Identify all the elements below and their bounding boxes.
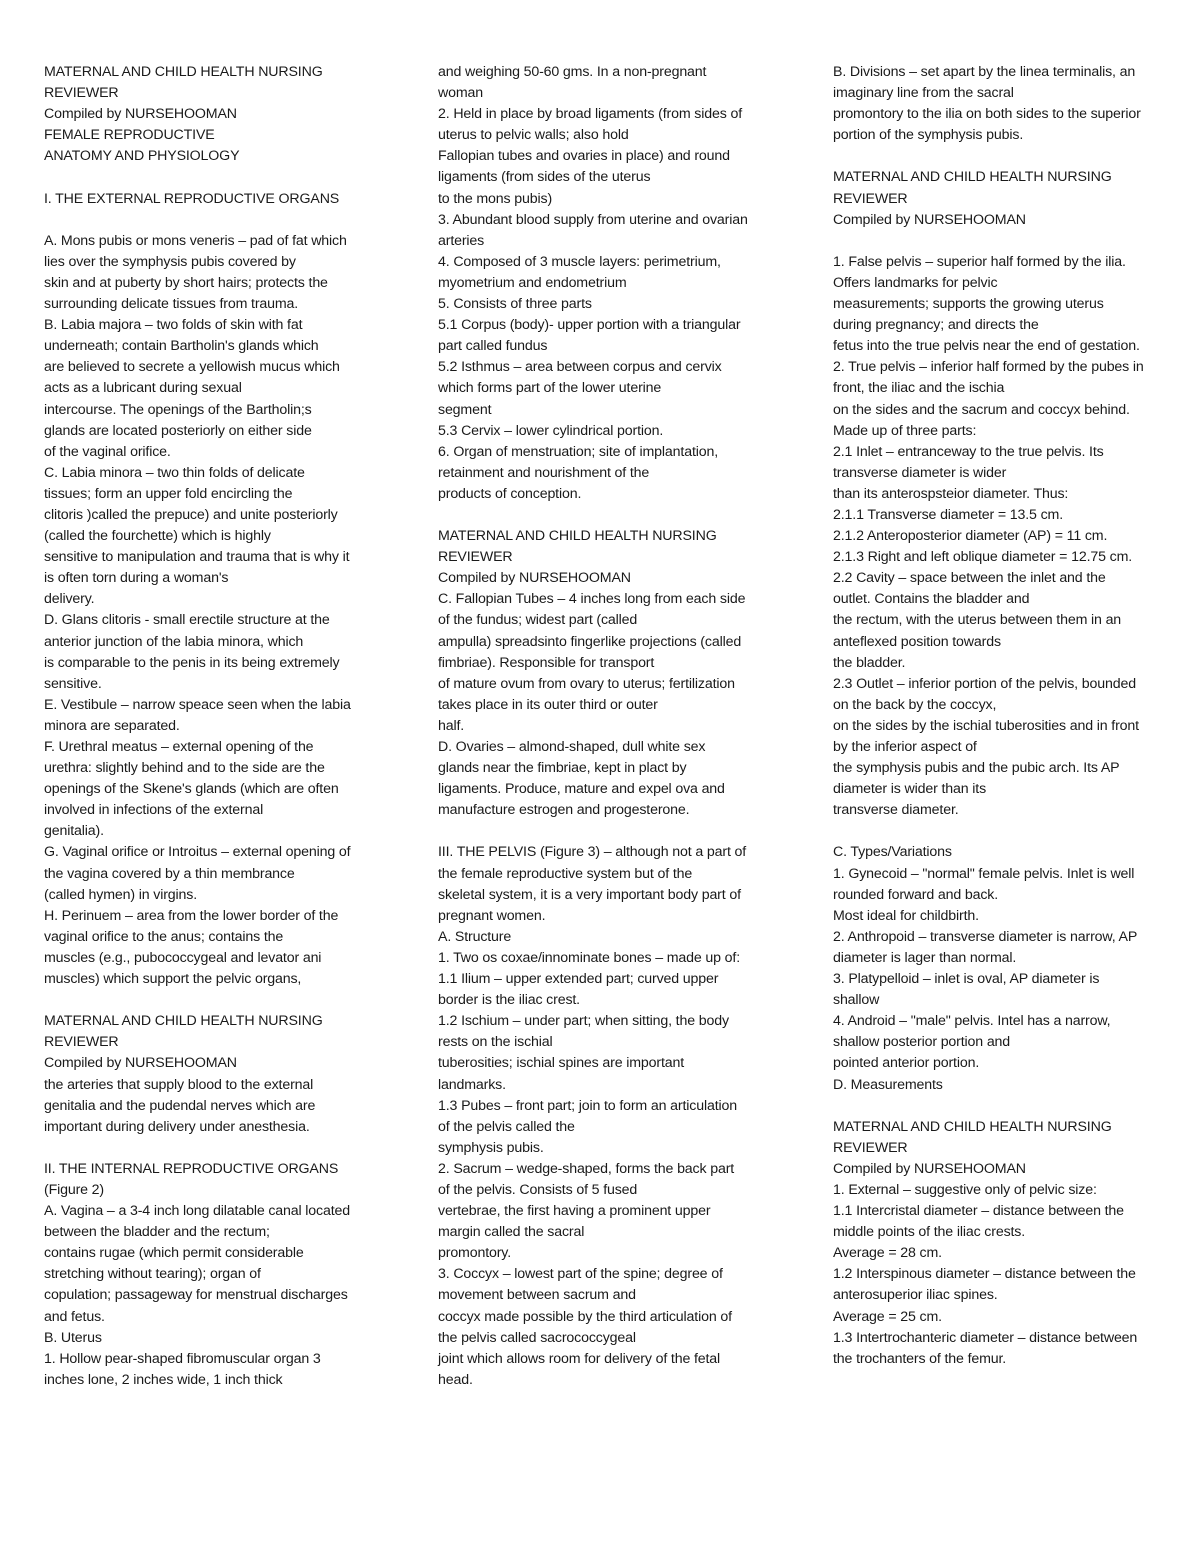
text-line: border is the iliac crest. [438, 992, 580, 1009]
text-line: is comparable to the penis in its being extremely [44, 654, 340, 671]
text-line: woman [438, 85, 483, 102]
text-line: 1.1 Ilium – upper extended part; curved upper [438, 971, 719, 988]
text-line: the rectum, with the uterus between them in an [833, 612, 1122, 629]
text-line: the bladder. [833, 654, 906, 671]
text-line: surrounding delicate tissues from trauma. [44, 296, 299, 313]
text-line: Average = 25 cm. [833, 1308, 942, 1325]
text-line [44, 1138, 389, 1159]
text-line: of the vaginal orifice. [44, 443, 171, 460]
text-line: anteflexed position towards [833, 633, 1001, 650]
text-line: which forms part of the lower uterine [438, 380, 662, 397]
text-line: manufacture estrogen and progesterone. [438, 802, 690, 819]
text-line: FEMALE REPRODUCTIVE [44, 127, 215, 144]
text-line: 2. Held in place by broad ligaments (from sides of [438, 106, 742, 123]
text-line: middle points of the iliac crests. [833, 1224, 1026, 1241]
text-line: 5.3 Cervix – lower cylindrical portion. [438, 422, 664, 439]
text-line: Compiled by NURSEHOOMAN [44, 106, 237, 123]
text-line: 1. Hollow pear-shaped fibromuscular organ 3 [44, 1350, 321, 1367]
text-line: vaginal orifice to the anus; contains the [44, 928, 284, 945]
text-line: lies over the symphysis pubis covered by [44, 253, 296, 270]
text-line: symphysis pubis. [438, 1139, 544, 1156]
text-line: MATERNAL AND CHILD HEALTH NURSING [44, 1013, 323, 1030]
text-line: important during delivery under anesthesia. [44, 1118, 310, 1135]
text-line: 2.3 Outlet – inferior portion of the pelvis, bounded [833, 675, 1136, 692]
text-line: 2.2 Cavity – space between the inlet and the [833, 570, 1106, 587]
text-column-3 [833, 62, 1178, 1370]
text-line [44, 167, 389, 188]
text-line: 1.2 Interspinous diameter – distance between the [833, 1266, 1136, 1283]
text-line: copulation; passageway for menstrual discharges [44, 1287, 348, 1304]
text-line: B. Uterus [44, 1329, 102, 1346]
text-line: portion of the symphysis pubis. [833, 127, 1024, 144]
text-line [833, 146, 1178, 167]
text-line: of mature ovum from ovary to uterus; fertilization [438, 675, 735, 692]
text-line: part called fundus [438, 338, 548, 355]
text-line: diameter is wider than its [833, 781, 987, 798]
text-line: 2.1 Inlet – entranceway to the true pelvis. Its [833, 443, 1104, 460]
text-line: Made up of three parts: [833, 422, 977, 439]
text-line: 2. Anthropoid – transverse diameter is narrow, AP [833, 928, 1138, 945]
text-line: measurements; supports the growing uterus [833, 296, 1104, 313]
text-line: myometrium and endometrium [438, 274, 627, 291]
text-line: coccyx made possible by the third articulation of [438, 1308, 732, 1325]
text-line: D. Glans clitoris - small erectile structure at the [44, 612, 330, 629]
text-line [44, 990, 389, 1011]
text-line: I. THE EXTERNAL REPRODUCTIVE ORGANS [44, 190, 340, 207]
text-line: involved in infections of the external [44, 802, 264, 819]
text-line: 1.3 Pubes – front part; join to form an articulation [438, 1097, 737, 1114]
text-line: D. Measurements [833, 1076, 943, 1093]
text-line: B. Divisions – set apart by the linea terminalis, an [833, 64, 1136, 80]
text-line: contains rugae (which permit considerable [44, 1245, 304, 1262]
text-line: (Figure 2) [44, 1181, 104, 1198]
text-line: MATERNAL AND CHILD HEALTH NURSING [44, 64, 323, 80]
text-line: 4. Composed of 3 muscle layers: perimetrium, [438, 253, 721, 270]
text-line: ampulla) spreadsinto fingerlike projections (called [438, 633, 742, 650]
text-line: MATERNAL AND CHILD HEALTH NURSING [833, 169, 1112, 186]
text-line: shallow [833, 992, 880, 1009]
text-line: (called hymen) in virgins. [44, 886, 198, 903]
text-line: Offers landmarks for pelvic [833, 274, 998, 291]
text-line: than its anterospsteior diameter. Thus: [833, 485, 1069, 502]
text-line [44, 210, 389, 231]
text-line: 1. External – suggestive only of pelvic size: [833, 1181, 1097, 1198]
text-line [438, 821, 783, 842]
text-line: tuberosities; ischial spines are important [438, 1055, 685, 1072]
text-line: REVIEWER [44, 85, 119, 102]
text-line: skin and at puberty by short hairs; protects the [44, 274, 328, 291]
text-line [833, 231, 1178, 252]
text-line: urethra: slightly behind and to the side are the [44, 760, 325, 777]
text-line: glands near the fimbriae, kept in plact by [438, 760, 687, 777]
text-line: 5.2 Isthmus – area between corpus and cervix [438, 359, 722, 376]
text-line: the symphysis pubis and the pubic arch. Its AP [833, 760, 1120, 777]
text-line: sensitive to manipulation and trauma that is why it [44, 549, 350, 566]
text-line: transverse diameter is wider [833, 464, 1007, 481]
text-line: pointed anterior portion. [833, 1055, 980, 1072]
text-line: Most ideal for childbirth. [833, 907, 979, 924]
text-line: 2.1.3 Right and left oblique diameter = 12.75 cm. [833, 549, 1133, 566]
text-line: anterior junction of the labia minora, which [44, 633, 304, 650]
text-line: muscles (e.g., pubococcygeal and levator ani [44, 949, 322, 966]
text-line: inches lone, 2 inches wide, 1 inch thick [44, 1371, 283, 1388]
text-line: 3. Abundant blood supply from uterine and ovarian [438, 211, 748, 228]
text-line: 2. True pelvis – inferior half formed by the pubes in [833, 359, 1144, 376]
text-line: glands are located posteriorly on either side [44, 422, 312, 439]
text-line: between the bladder and the rectum; [44, 1224, 270, 1241]
text-line [833, 1096, 1178, 1117]
text-line: anterosuperior iliac spines. [833, 1287, 998, 1304]
text-column-2 [438, 62, 783, 1391]
text-line: C. Labia minora – two thin folds of delicate [44, 464, 305, 481]
text-line: shallow posterior portion and [833, 1034, 1011, 1051]
text-line: the pelvis called sacrococcygeal [438, 1329, 636, 1346]
text-line: III. THE PELVIS (Figure 3) – although not a part of [438, 844, 747, 861]
text-line: sensitive. [44, 675, 102, 692]
text-line: promontory to the ilia on both sides to the superior [833, 106, 1141, 123]
text-line: E. Vestibule – narrow speace seen when the labia [44, 696, 351, 713]
text-line: Fallopian tubes and ovaries in place) and round [438, 148, 730, 165]
text-line: A. Vagina – a 3-4 inch long dilatable canal located [44, 1203, 351, 1220]
text-line: joint which allows room for delivery of the fetal [438, 1350, 721, 1367]
text-line: REVIEWER [833, 190, 908, 207]
text-line: 3. Coccyx – lowest part of the spine; degree of [438, 1266, 723, 1283]
text-line [438, 505, 783, 526]
text-line: genitalia). [44, 823, 104, 840]
text-line: A. Structure [438, 928, 512, 945]
text-line: the arteries that supply blood to the external [44, 1076, 314, 1093]
text-line: promontory. [438, 1245, 511, 1262]
text-line: A. Mons pubis or mons veneris – pad of fat which [44, 232, 347, 249]
text-line: and fetus. [44, 1308, 105, 1325]
text-line: takes place in its outer third or outer [438, 696, 658, 713]
text-line: 1.3 Intertrochanteric diameter – distance between [833, 1329, 1138, 1346]
text-line: 5. Consists of three parts [438, 296, 592, 313]
text-line: underneath; contain Bartholin's glands which [44, 338, 319, 355]
text-line: C. Types/Variations [833, 844, 952, 861]
text-line: REVIEWER [438, 549, 513, 566]
text-line: diameter is lager than normal. [833, 949, 1017, 966]
text-line: 5.1 Corpus (body)- upper portion with a triangular [438, 317, 741, 334]
text-line: Compiled by NURSEHOOMAN [833, 1160, 1026, 1177]
text-line: REVIEWER [833, 1139, 908, 1156]
text-line: delivery. [44, 591, 95, 608]
text-line: ligaments. Produce, mature and expel ova and [438, 781, 725, 798]
text-line: minora are separated. [44, 717, 180, 734]
text-line: 3. Platypelloid – inlet is oval, AP diameter is [833, 971, 1100, 988]
text-line: by the inferior aspect of [833, 739, 977, 755]
text-line: 6. Organ of menstruation; site of implantation, [438, 443, 719, 460]
text-line: muscles) which support the pelvic organs, [44, 971, 302, 988]
text-line: G. Vaginal orifice or Introitus – external opening of [44, 844, 351, 861]
text-line: margin called the sacral [438, 1224, 585, 1241]
text-line: rounded forward and back. [833, 886, 999, 903]
text-line: pregnant women. [438, 907, 546, 924]
text-line: movement between sacrum and [438, 1287, 636, 1304]
text-line: during pregnancy; and directs the [833, 317, 1039, 334]
text-line: are believed to secrete a yellowish mucus which [44, 359, 340, 376]
text-line: the vagina covered by a thin membrance [44, 865, 295, 882]
text-line: on the sides by the ischial tuberosities and in front [833, 717, 1139, 734]
text-line: outlet. Contains the bladder and [833, 591, 1030, 608]
text-line: 2.1.1 Transverse diameter = 13.5 cm. [833, 506, 1063, 523]
text-line: 4. Android – "male" pelvis. Intel has a narrow, [833, 1013, 1111, 1030]
text-line: genitalia and the pudendal nerves which are [44, 1097, 316, 1114]
text-line: H. Perinuem – area from the lower border of the [44, 907, 339, 924]
text-line: vertebrae, the first having a prominent upper [438, 1203, 711, 1220]
text-line: and weighing 50-60 gms. In a non-pregnant [438, 64, 707, 80]
text-line: is often torn during a woman's [44, 570, 229, 587]
text-line: D. Ovaries – almond-shaped, dull white sex [438, 739, 706, 755]
text-line: stretching without tearing); organ of [44, 1266, 261, 1283]
text-line: 2. Sacrum – wedge-shaped, forms the back part [438, 1160, 735, 1177]
text-line: imaginary line from the sacral [833, 85, 1014, 102]
text-line: intercourse. The openings of the Bartholin;s [44, 401, 312, 418]
text-line: skeletal system, it is a very important body part of [438, 886, 741, 903]
text-line: fimbriae). Responsible for transport [438, 654, 655, 671]
text-line: 1. Gynecoid – "normal" female pelvis. Inlet is well [833, 865, 1135, 882]
text-line: Compiled by NURSEHOOMAN [438, 570, 631, 587]
text-line: on the sides and the sacrum and coccyx behind. [833, 401, 1130, 418]
text-line: uterus to pelvic walls; also hold [438, 127, 629, 144]
text-line: products of conception. [438, 485, 582, 502]
text-line: of the pelvis called the [438, 1118, 575, 1135]
text-line: ligaments (from sides of the uterus [438, 169, 651, 186]
text-line: arteries [438, 232, 485, 249]
text-line: of the pelvis. Consists of 5 fused [438, 1181, 638, 1198]
text-line: (called the fourchette) which is highly [44, 528, 271, 545]
text-line: the female reproductive system but of the [438, 865, 693, 882]
text-line: Average = 28 cm. [833, 1245, 942, 1262]
text-line: C. Fallopian Tubes – 4 inches long from each side [438, 591, 746, 608]
text-line: 1. False pelvis – superior half formed by the ilia. [833, 253, 1126, 270]
text-line: tissues; form an upper fold encircling the [44, 485, 293, 502]
text-line: front, the iliac and the ischia [833, 380, 1005, 397]
text-line: of the fundus; widest part (called [438, 612, 638, 629]
text-line: to the mons pubis) [438, 190, 553, 207]
text-line: 1.2 Ischium – under part; when sitting, the body [438, 1013, 729, 1030]
text-line: II. THE INTERNAL REPRODUCTIVE ORGANS [44, 1160, 339, 1177]
text-line: Compiled by NURSEHOOMAN [44, 1055, 237, 1072]
text-line: 1. Two os coxae/innominate bones – made up of: [438, 949, 741, 966]
text-line: REVIEWER [44, 1034, 119, 1051]
text-line: retainment and nourishment of the [438, 464, 650, 481]
text-line: half. [438, 717, 465, 734]
text-line: landmarks. [438, 1076, 506, 1093]
text-line: MATERNAL AND CHILD HEALTH NURSING [833, 1118, 1112, 1135]
text-line: MATERNAL AND CHILD HEALTH NURSING [438, 528, 717, 545]
text-line: segment [438, 401, 492, 418]
text-line: on the back by the coccyx, [833, 696, 997, 713]
text-line: clitoris )called the prepuce) and unite posteriorly [44, 506, 338, 523]
text-line: F. Urethral meatus – external opening of the [44, 739, 314, 755]
text-column-1 [44, 62, 389, 1391]
text-line: rests on the ischial [438, 1034, 553, 1051]
text-line: head. [438, 1371, 473, 1388]
text-line: fetus into the true pelvis near the end of gestation. [833, 338, 1140, 355]
text-line: acts as a lubricant during sexual [44, 380, 242, 397]
text-line: 2.1.2 Anteroposterior diameter (AP) = 11 cm. [833, 528, 1108, 545]
text-line [833, 821, 1178, 842]
text-line: the trochanters of the femur. [833, 1350, 1007, 1367]
text-line: ANATOMY AND PHYSIOLOGY [44, 148, 240, 165]
text-line: 1.1 Intercristal diameter – distance between the [833, 1203, 1124, 1220]
text-line: openings of the Skene's glands (which are often [44, 781, 339, 798]
text-line: Compiled by NURSEHOOMAN [833, 211, 1026, 228]
text-line: transverse diameter. [833, 802, 959, 819]
text-line: B. Labia majora – two folds of skin with fat [44, 317, 303, 334]
